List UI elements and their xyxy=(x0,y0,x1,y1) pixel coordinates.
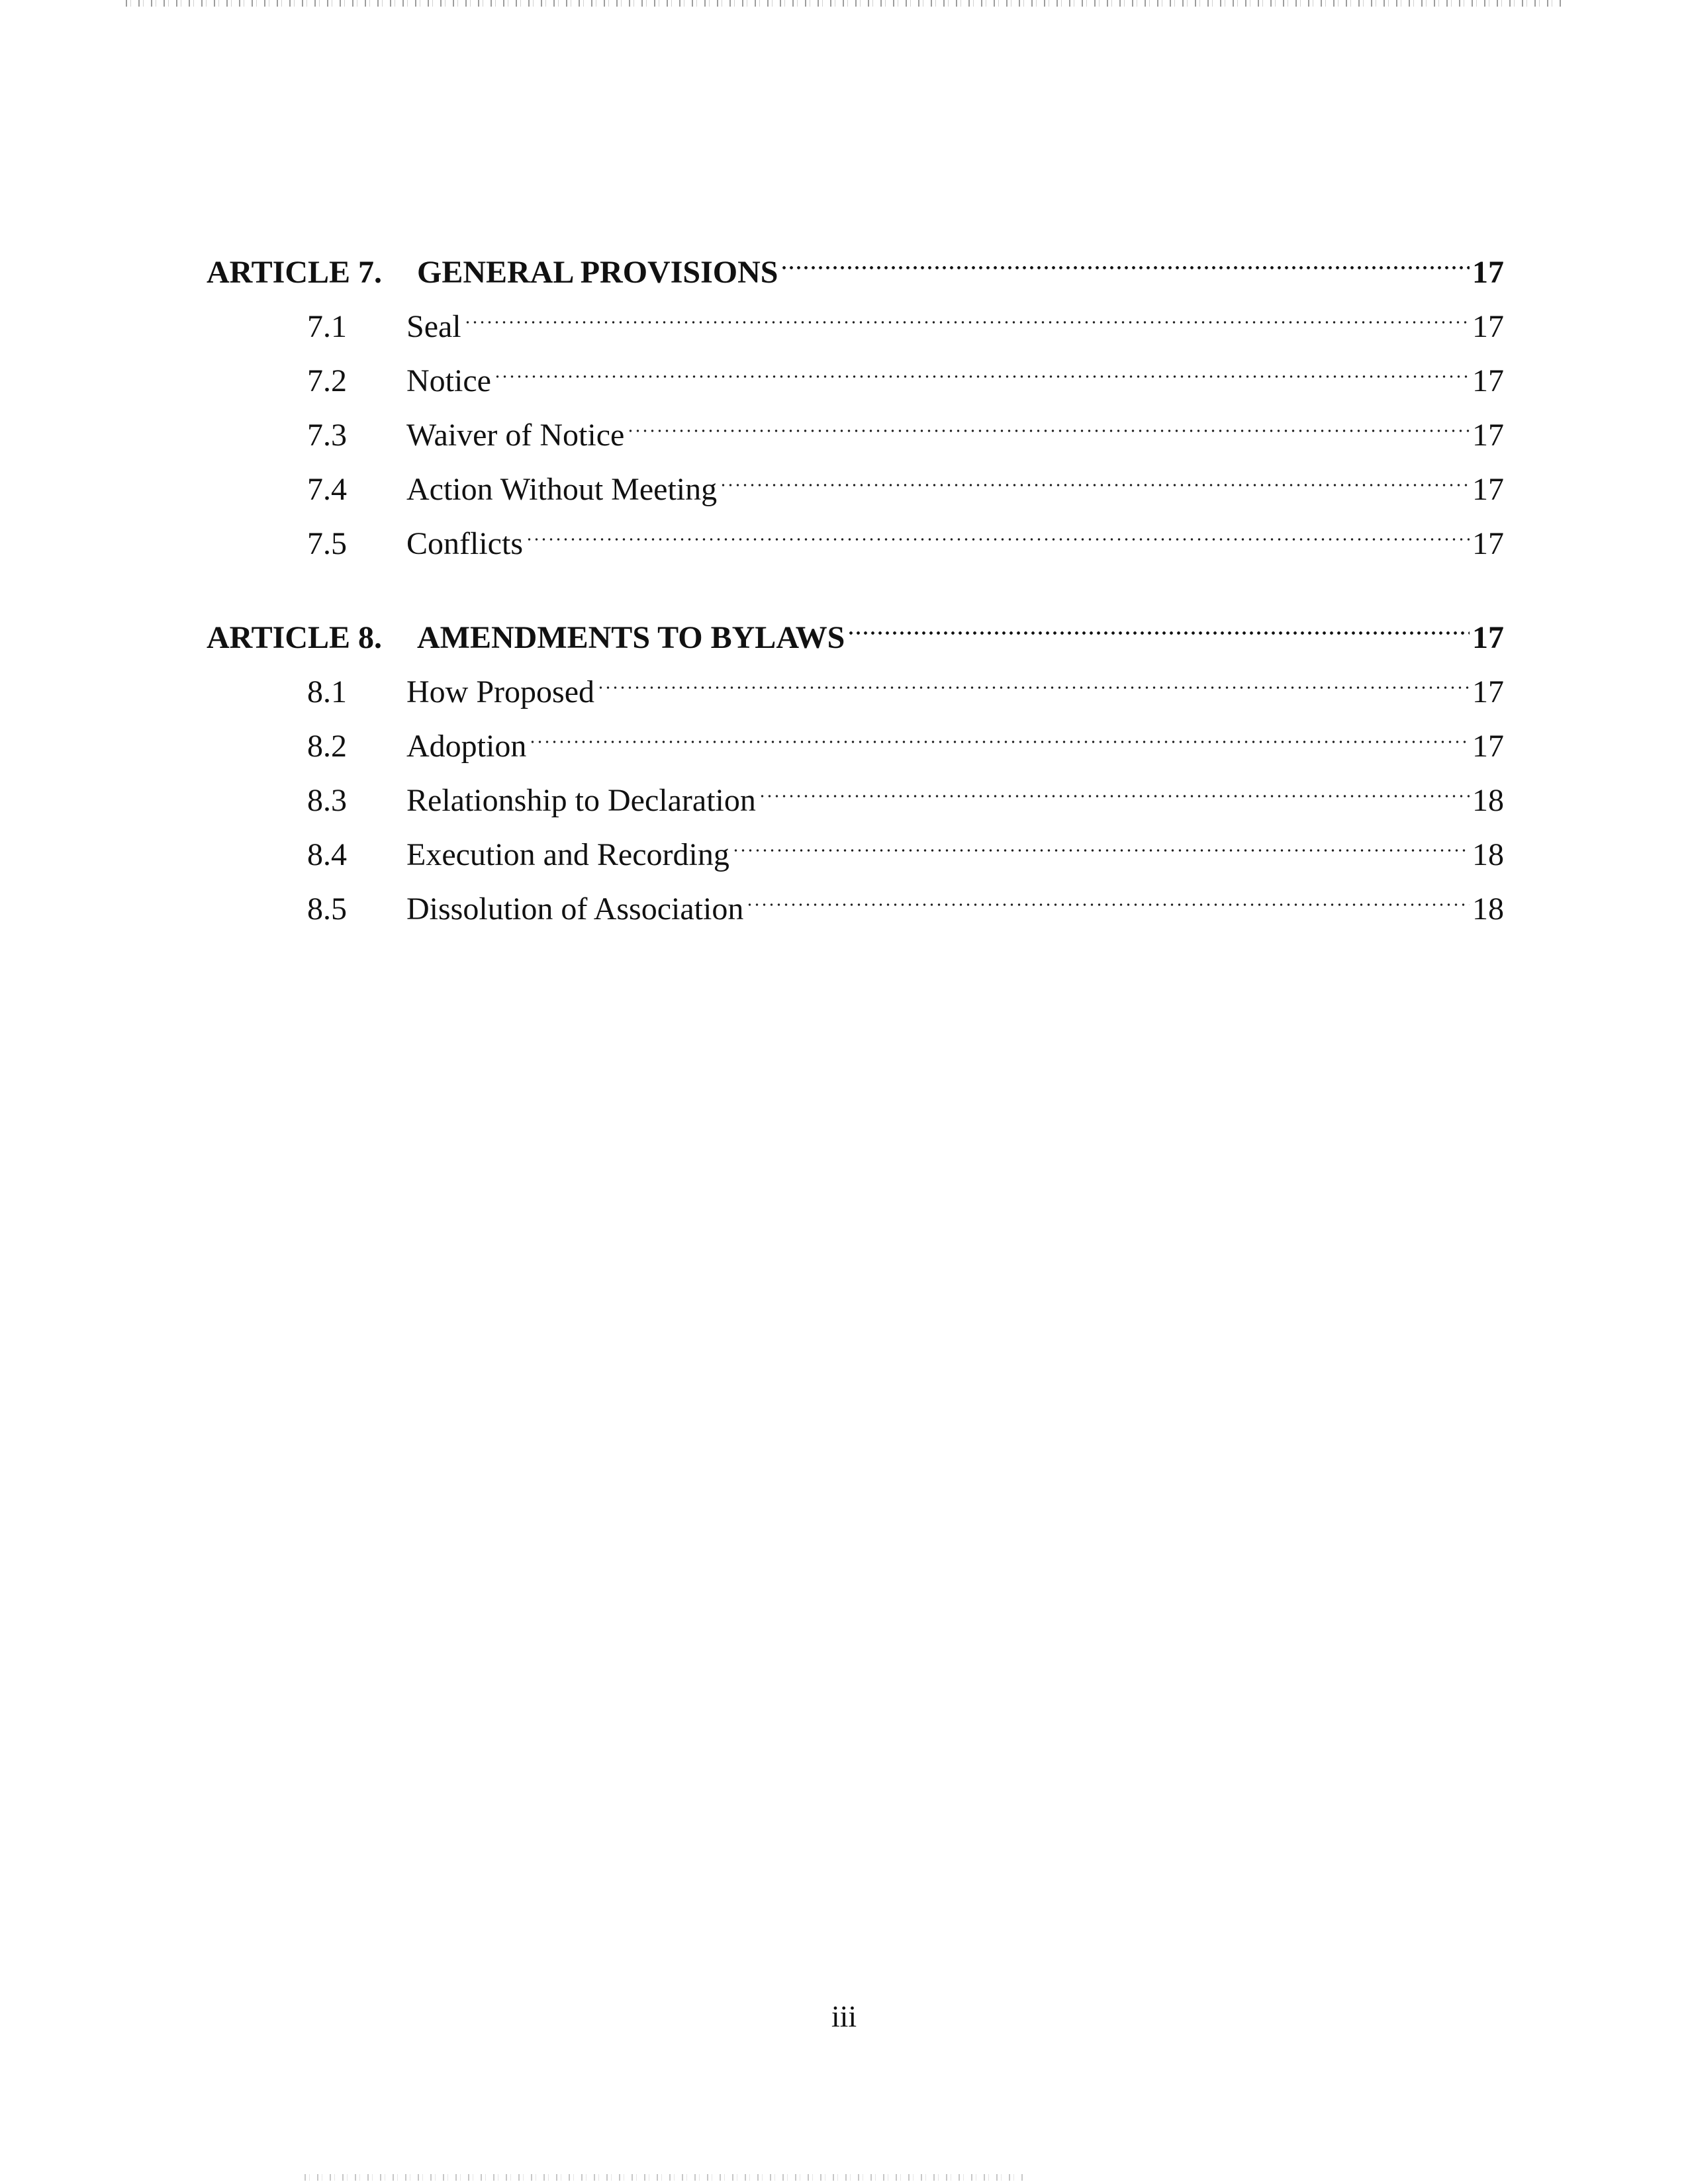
section-page-number: 17 xyxy=(1472,729,1504,764)
section-number: 8.1 xyxy=(307,674,347,709)
section-title: How Proposed xyxy=(406,674,594,709)
dot-leader xyxy=(746,865,1470,919)
toc-article-7 xyxy=(207,228,1504,561)
dot-leader xyxy=(529,702,1470,756)
dot-leader xyxy=(732,811,1470,865)
section-title: Adoption xyxy=(406,729,527,764)
table-of-contents xyxy=(207,228,1504,959)
section-number: 7.2 xyxy=(307,363,347,398)
dot-leader xyxy=(759,756,1470,811)
section-page-number: 17 xyxy=(1472,526,1504,561)
article-title: AMENDMENTS TO BYLAWS xyxy=(417,620,845,655)
section-title: Waiver of Notice xyxy=(406,418,625,453)
section-title: Conflicts xyxy=(406,526,523,561)
section-number: 7.5 xyxy=(307,526,347,561)
dot-leader xyxy=(627,391,1470,445)
article-page-number: 17 xyxy=(1472,255,1504,290)
section-page-number: 17 xyxy=(1472,472,1504,507)
section-page-number: 18 xyxy=(1472,837,1504,872)
section-title: Action Without Meeting xyxy=(406,472,718,507)
toc-article-heading xyxy=(207,594,1504,655)
section-page-number: 17 xyxy=(1472,418,1504,453)
section-page-number: 18 xyxy=(1472,891,1504,927)
dot-leader xyxy=(464,283,1470,337)
scan-artifact-bottom xyxy=(305,2174,1026,2181)
section-number: 7.3 xyxy=(307,418,347,453)
dot-leader xyxy=(597,648,1470,702)
section-title: Seal xyxy=(406,309,461,344)
section-number: 7.4 xyxy=(307,472,347,507)
dot-leader xyxy=(494,337,1470,391)
section-number: 8.4 xyxy=(307,837,347,872)
section-title: Dissolution of Association xyxy=(406,891,744,927)
section-title: Relationship to Declaration xyxy=(406,783,756,818)
section-title: Execution and Recording xyxy=(406,837,729,872)
toc-article-8 xyxy=(207,594,1504,927)
dot-leader xyxy=(780,228,1470,283)
article-page-number: 17 xyxy=(1472,620,1504,655)
section-page-number: 17 xyxy=(1472,363,1504,398)
scan-artifact-top xyxy=(126,0,1562,7)
section-title: Notice xyxy=(406,363,491,398)
section-page-number: 18 xyxy=(1472,783,1504,818)
dot-leader xyxy=(720,445,1470,500)
page-number-footer: iii xyxy=(831,1999,857,2033)
article-number: ARTICLE 8. xyxy=(207,620,383,655)
section-number: 7.1 xyxy=(307,309,347,344)
toc-article-heading xyxy=(207,228,1504,290)
article-title: GENERAL PROVISIONS xyxy=(417,255,778,290)
section-number: 8.3 xyxy=(307,783,347,818)
article-number: ARTICLE 7. xyxy=(207,255,383,290)
section-number: 8.5 xyxy=(307,891,347,927)
section-page-number: 17 xyxy=(1472,674,1504,709)
section-page-number: 17 xyxy=(1472,309,1504,344)
dot-leader xyxy=(847,594,1470,648)
dot-leader xyxy=(526,500,1470,554)
section-number: 8.2 xyxy=(307,729,347,764)
